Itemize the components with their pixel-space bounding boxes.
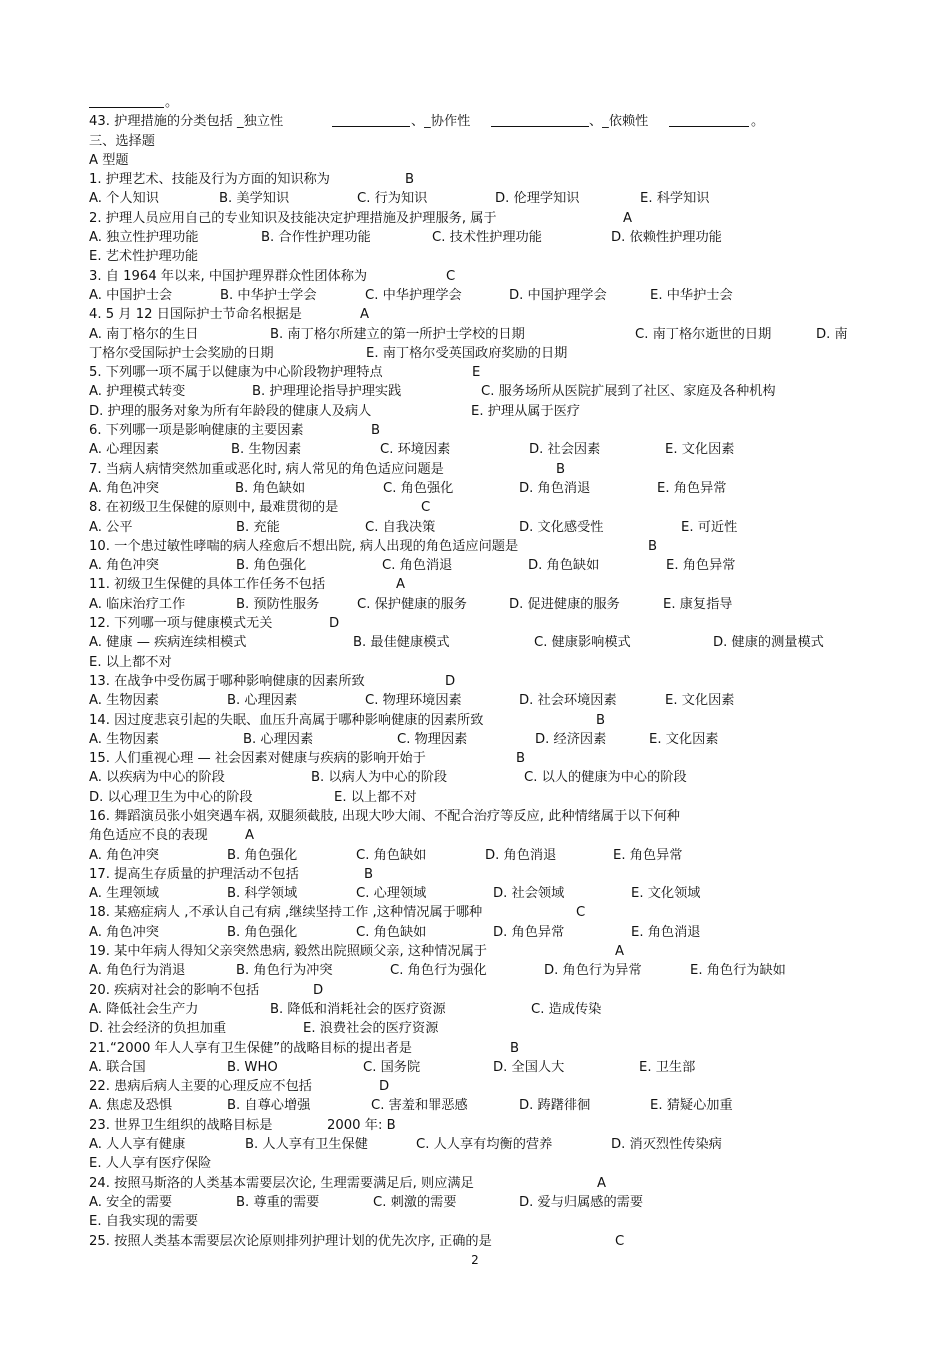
text-segment: A. 角色冲突 xyxy=(89,480,159,496)
text-segment: 2000 年: B xyxy=(327,1117,396,1133)
text-segment: 20. 疾病对社会的影响不包括 xyxy=(89,982,260,998)
text-line xyxy=(89,1232,879,1251)
text-segment: A. 角色冲突 xyxy=(89,924,159,940)
text-segment: D. 中国护理学会 xyxy=(509,287,607,303)
text-segment: A. 个人知识 xyxy=(89,191,159,207)
text-segment: B xyxy=(364,866,374,882)
text-line xyxy=(89,961,879,980)
text-line xyxy=(89,132,879,151)
text-line xyxy=(89,363,879,382)
text-segment: A. 健康 — 疾病连续相模式 xyxy=(89,635,247,651)
answer-blank xyxy=(669,112,749,127)
text-segment: B xyxy=(596,712,606,728)
text-segment: 17. 提高生存质量的护理活动不包括 xyxy=(89,866,299,882)
text-line xyxy=(89,1116,879,1135)
text-segment: 8. 在初级卫生保健的原则中, 最难贯彻的是 xyxy=(89,500,339,516)
text-segment: C. 角色强化 xyxy=(383,480,454,496)
text-segment: B. 降低和消耗社会的医疗资源 xyxy=(270,1001,446,1017)
text-segment: E. 南丁格尔受英国政府奖励的日期 xyxy=(366,345,568,361)
text-segment: 1. 护理艺术、技能及行为方面的知识称为 xyxy=(89,172,330,188)
text-line xyxy=(89,228,879,247)
text-segment: C. 物理环境因素 xyxy=(365,693,462,709)
text-segment: E. 康复指导 xyxy=(663,596,733,612)
text-segment: C. 角色缺如 xyxy=(356,924,427,940)
text-segment: 。 xyxy=(165,95,179,110)
text-line xyxy=(89,633,879,652)
text-line xyxy=(89,768,879,787)
text-segment: A 型题 xyxy=(89,152,129,168)
text-segment: A. 公平 xyxy=(89,519,133,535)
text-segment: 7. 当病人病情突然加重或恶化时, 病人常见的角色适应问题是 xyxy=(89,461,444,477)
text-segment: D xyxy=(379,1079,390,1095)
text-segment: D. 踌躇徘徊 xyxy=(519,1098,591,1114)
text-segment: D. 社会领域 xyxy=(493,886,565,902)
text-segment: C. 造成传染 xyxy=(531,1001,602,1017)
text-segment: C. 行为知识 xyxy=(357,191,428,207)
text-segment: D. 角色缺如 xyxy=(528,558,600,574)
text-segment: E. 以上都不对 xyxy=(334,789,417,805)
text-segment: B. 中华护士学会 xyxy=(220,287,317,303)
text-segment: C. 角色消退 xyxy=(382,558,453,574)
text-segment: B. 美学知识 xyxy=(219,191,290,207)
text-segment: E. 文化因素 xyxy=(665,693,735,709)
text-segment: D. 角色行为异常 xyxy=(544,963,642,979)
text-segment: E. 人人享有医疗保险 xyxy=(89,1156,212,1172)
text-segment: B. 人人享有卫生保健 xyxy=(245,1137,368,1153)
text-line xyxy=(89,923,879,942)
text-line xyxy=(89,537,879,556)
text-segment: D. 全国人大 xyxy=(493,1059,565,1075)
text-segment: 丁格尔受国际护士会奖励的日期 xyxy=(89,345,274,361)
text-line xyxy=(89,1000,879,1019)
text-line xyxy=(89,672,879,691)
text-line xyxy=(89,942,879,961)
text-line xyxy=(89,518,879,537)
text-segment: A. 角色冲突 xyxy=(89,847,159,863)
text-segment: 12. 下列哪一项与健康模式无关 xyxy=(89,616,273,632)
text-segment: 23. 世界卫生组织的战略目标是 xyxy=(89,1117,273,1133)
text-segment: 43. 护理措施的分类包括 _独立性 xyxy=(89,114,284,130)
text-segment: E. 文化因素 xyxy=(649,731,719,747)
answer-blank xyxy=(491,112,589,127)
text-segment: C. 国务院 xyxy=(363,1059,421,1075)
text-line xyxy=(89,846,879,865)
text-segment: D. 社会因素 xyxy=(529,442,601,458)
text-segment: A. 南丁格尔的生日 xyxy=(89,326,199,342)
text-segment: D xyxy=(329,616,340,632)
text-segment: D. 护理的服务对象为所有年龄段的健康人及病人 xyxy=(89,403,372,419)
text-line xyxy=(89,653,879,672)
text-segment: C. 心理领域 xyxy=(356,886,427,902)
text-segment: E. 中华护士会 xyxy=(650,287,733,303)
text-line xyxy=(89,595,879,614)
text-line xyxy=(89,1039,879,1058)
text-segment: D. 社会经济的负担加重 xyxy=(89,1021,227,1037)
text-line xyxy=(89,209,879,228)
text-segment: D. 健康的测量模式 xyxy=(713,635,824,651)
text-segment: 25. 按照人类基本需要层次论原则排列护理计划的优先次序, 正确的是 xyxy=(89,1233,492,1249)
text-segment: B. 合作性护理功能 xyxy=(261,230,371,246)
text-segment: E. 角色消退 xyxy=(631,924,701,940)
text-segment: B xyxy=(648,538,658,554)
text-segment: D. 促进健康的服务 xyxy=(509,596,620,612)
text-line xyxy=(89,1019,879,1038)
text-segment: B. 科学领域 xyxy=(227,886,298,902)
text-line xyxy=(89,1154,879,1173)
text-line xyxy=(89,382,879,401)
text-segment: E. 以上都不对 xyxy=(89,654,172,670)
text-segment: C xyxy=(615,1233,625,1249)
text-segment: A. 生物因素 xyxy=(89,731,159,747)
text-line xyxy=(89,325,879,344)
text-segment: B. 角色行为冲突 xyxy=(236,963,333,979)
text-segment: E. 护理从属于医疗 xyxy=(471,403,581,419)
text-segment: D. 以心理卫生为中心的阶段 xyxy=(89,789,253,805)
text-segment: E. 文化领域 xyxy=(631,886,701,902)
text-segment: B. 生物因素 xyxy=(231,442,302,458)
text-line xyxy=(89,498,879,517)
page-number: 2 xyxy=(471,1253,479,1267)
text-segment: B. 角色强化 xyxy=(227,847,298,863)
text-segment: 15. 人们重视心理 — 社会因素对健康与疾病的影响开始于 xyxy=(89,751,426,767)
text-segment: C. 物理因素 xyxy=(397,731,468,747)
text-segment: C xyxy=(421,500,431,516)
text-segment: 4. 5 月 12 日国际护士节命名根据是 xyxy=(89,307,302,323)
text-line xyxy=(89,286,879,305)
text-segment: A xyxy=(615,944,625,960)
text-segment: B. 心理因素 xyxy=(227,693,298,709)
text-segment: E. 角色异常 xyxy=(613,847,683,863)
text-segment: D. 伦理学知识 xyxy=(495,191,580,207)
text-segment: C. 角色缺如 xyxy=(356,847,427,863)
text-segment: 三、选择题 xyxy=(89,133,155,149)
text-segment: E. 猜疑心加重 xyxy=(650,1098,733,1114)
text-segment: A xyxy=(623,210,633,226)
text-segment: 3. 自 1964 年以来, 中国护理界群众性团体称为 xyxy=(89,268,368,284)
text-segment: C. 南丁格尔逝世的日期 xyxy=(635,326,772,342)
text-line xyxy=(89,93,879,112)
text-segment: B xyxy=(371,423,381,439)
text-segment: D. 角色消退 xyxy=(519,480,591,496)
text-segment: E. 浪费社会的医疗资源 xyxy=(303,1021,439,1037)
text-segment: 18. 某癌症病人 ,不承认自己有病 ,继续坚持工作 ,这种情况属于哪种 xyxy=(89,905,483,921)
document-body xyxy=(89,93,879,1251)
text-segment: A. 人人享有健康 xyxy=(89,1137,186,1153)
text-segment: C. 人人享有均衡的营养 xyxy=(416,1137,553,1153)
text-segment: A. 生理领域 xyxy=(89,886,159,902)
text-line xyxy=(89,1174,879,1193)
text-line xyxy=(89,884,879,903)
text-segment: A. 独立性护理功能 xyxy=(89,230,199,246)
text-segment: B xyxy=(516,751,526,767)
text-segment: B. 角色强化 xyxy=(227,924,298,940)
text-segment: C. 害羞和罪恶感 xyxy=(371,1098,468,1114)
text-segment: 16. 舞蹈演员张小姐突遇车祸, 双腿须截肢, 出现大吵大闹、不配合治疗等反应, 此种情绪属于以下何种 xyxy=(89,808,680,824)
text-segment: A. 角色冲突 xyxy=(89,558,159,574)
text-line xyxy=(89,691,879,710)
text-line xyxy=(89,575,879,594)
text-line xyxy=(89,981,879,1000)
text-line xyxy=(89,614,879,633)
text-segment: B. 尊重的需要 xyxy=(236,1194,320,1210)
text-segment: 角色适应不良的表现 xyxy=(89,828,208,844)
text-line xyxy=(89,1096,879,1115)
text-line xyxy=(89,170,879,189)
text-segment: C. 技术性护理功能 xyxy=(432,230,542,246)
text-segment: E. 自我实现的需要 xyxy=(89,1214,199,1230)
text-segment: B. WHO xyxy=(227,1059,278,1075)
text-line xyxy=(89,826,879,845)
text-segment: C xyxy=(446,268,456,284)
text-segment: E. 角色异常 xyxy=(657,480,727,496)
text-segment: B xyxy=(510,1040,520,1056)
text-segment: 24. 按照马斯洛的人类基本需要层次论, 生理需要满足后, 则应满足 xyxy=(89,1175,474,1191)
text-line xyxy=(89,189,879,208)
text-segment: A. 临床治疗工作 xyxy=(89,596,186,612)
text-segment: 2. 护理人员应用自己的专业知识及技能决定护理措施及护理服务, 属于 xyxy=(89,210,497,226)
text-segment: 11. 初级卫生保健的具体工作任务不包括 xyxy=(89,577,326,593)
text-segment: E. 角色异常 xyxy=(666,558,736,574)
text-segment: C. 以人的健康为中心的阶段 xyxy=(524,770,687,786)
text-segment: 19. 某中年病人得知父亲突然患病, 毅然出院照顾父亲, 这种情况属于 xyxy=(89,944,487,960)
text-segment: C xyxy=(576,905,586,921)
text-segment: A. 心理因素 xyxy=(89,442,159,458)
text-line xyxy=(89,556,879,575)
text-segment: B. 护理理论指导护理实践 xyxy=(252,384,402,400)
text-segment: C. 服务场所从医院扩展到了社区、家庭及各种机构 xyxy=(481,384,776,400)
text-segment: B. 以病人为中心的阶段 xyxy=(311,770,448,786)
text-segment: B xyxy=(556,461,566,477)
text-line xyxy=(89,460,879,479)
text-segment: C. 中华护理学会 xyxy=(365,287,462,303)
text-segment: A. 生物因素 xyxy=(89,693,159,709)
text-segment: A. 护理模式转变 xyxy=(89,384,186,400)
text-segment: A. 角色行为消退 xyxy=(89,963,186,979)
answer-blank xyxy=(332,112,410,127)
text-segment: 。 xyxy=(751,114,765,130)
text-segment: A xyxy=(396,577,406,593)
text-line xyxy=(89,1212,879,1231)
text-segment: E. 卫生部 xyxy=(639,1059,696,1075)
text-segment: 21.“2000 年人人享有卫生保健”的战略目标的提出者是 xyxy=(89,1040,412,1056)
text-segment: D. 爱与归属感的需要 xyxy=(519,1194,644,1210)
text-segment: D. 社会环境因素 xyxy=(519,693,617,709)
text-segment: 10. 一个患过敏性哮喘的病人痊愈后不想出院, 病人出现的角色适应问题是 xyxy=(89,538,519,554)
text-segment: 、_协作性 xyxy=(411,114,471,130)
text-segment: A xyxy=(360,307,370,323)
text-line xyxy=(89,247,879,266)
text-line xyxy=(89,440,879,459)
text-segment: 22. 患病后病人主要的心理反应不包括 xyxy=(89,1079,312,1095)
text-segment: E. 可近性 xyxy=(681,519,738,535)
text-line xyxy=(89,151,879,170)
text-segment: C. 健康影响模式 xyxy=(534,635,631,651)
text-segment: C. 刺激的需要 xyxy=(373,1194,457,1210)
text-segment: B. 充能 xyxy=(236,519,280,535)
text-segment: 5. 下列哪一项不属于以健康为中心阶段物护理特点 xyxy=(89,365,383,381)
text-line xyxy=(89,112,879,131)
text-segment: E. 文化因素 xyxy=(665,442,735,458)
text-line xyxy=(89,903,879,922)
text-line xyxy=(89,267,879,286)
text-segment: D. 经济因素 xyxy=(535,731,607,747)
text-segment: A xyxy=(597,1175,607,1191)
text-line xyxy=(89,807,879,826)
text-segment: 、_依赖性 xyxy=(589,114,649,130)
text-segment: D. 文化感受性 xyxy=(519,519,604,535)
text-segment: A. 降低社会生产力 xyxy=(89,1001,199,1017)
text-line xyxy=(89,305,879,324)
text-segment: C. 保护健康的服务 xyxy=(357,596,467,612)
answer-blank xyxy=(89,93,164,108)
text-segment: A. 中国护士会 xyxy=(89,287,173,303)
text-segment: A. 焦虑及恐惧 xyxy=(89,1098,173,1114)
text-line xyxy=(89,865,879,884)
text-line xyxy=(89,788,879,807)
text-segment: C. 自我决策 xyxy=(365,519,436,535)
text-segment: D. 依赖性护理功能 xyxy=(611,230,722,246)
text-line xyxy=(89,711,879,730)
text-segment: E. 艺术性护理功能 xyxy=(89,249,199,265)
text-segment: B. 心理因素 xyxy=(243,731,314,747)
text-segment: 14. 因过度悲哀引起的失眠、血压升高属于哪种影响健康的因素所致 xyxy=(89,712,484,728)
text-line xyxy=(89,1135,879,1154)
text-segment: 6. 下列哪一项是影响健康的主要因素 xyxy=(89,423,304,439)
text-segment: C. 环境因素 xyxy=(380,442,451,458)
text-segment: E. 科学知识 xyxy=(640,191,710,207)
text-line xyxy=(89,402,879,421)
text-segment: D xyxy=(445,673,456,689)
text-segment: D. 南 xyxy=(816,326,848,342)
text-segment: B. 南丁格尔所建立的第一所护士学校的日期 xyxy=(270,326,525,342)
text-segment: A xyxy=(245,828,255,844)
text-line xyxy=(89,730,879,749)
text-segment: B. 角色强化 xyxy=(236,558,307,574)
text-segment: D xyxy=(313,982,324,998)
text-segment: B. 角色缺如 xyxy=(235,480,306,496)
text-line xyxy=(89,421,879,440)
text-segment: 13. 在战争中受伤属于哪种影响健康的因素所致 xyxy=(89,673,365,689)
text-segment: A. 联合国 xyxy=(89,1059,146,1075)
text-line xyxy=(89,1077,879,1096)
text-segment: A. 安全的需要 xyxy=(89,1194,173,1210)
text-segment: D. 角色消退 xyxy=(485,847,557,863)
text-segment: E. 角色行为缺如 xyxy=(690,963,786,979)
text-segment: A. 以疾病为中心的阶段 xyxy=(89,770,225,786)
text-segment: B xyxy=(405,172,415,188)
text-segment: E xyxy=(472,365,481,381)
text-segment: D. 角色异常 xyxy=(493,924,565,940)
text-segment: C. 角色行为强化 xyxy=(390,963,487,979)
text-line xyxy=(89,1193,879,1212)
text-line xyxy=(89,479,879,498)
text-segment: B. 自尊心增强 xyxy=(227,1098,311,1114)
text-line xyxy=(89,1058,879,1077)
text-line xyxy=(89,344,879,363)
text-segment: B. 最佳健康模式 xyxy=(353,635,450,651)
text-segment: B. 预防性服务 xyxy=(236,596,320,612)
text-segment: D. 消灭烈性传染病 xyxy=(611,1137,722,1153)
text-line xyxy=(89,749,879,768)
